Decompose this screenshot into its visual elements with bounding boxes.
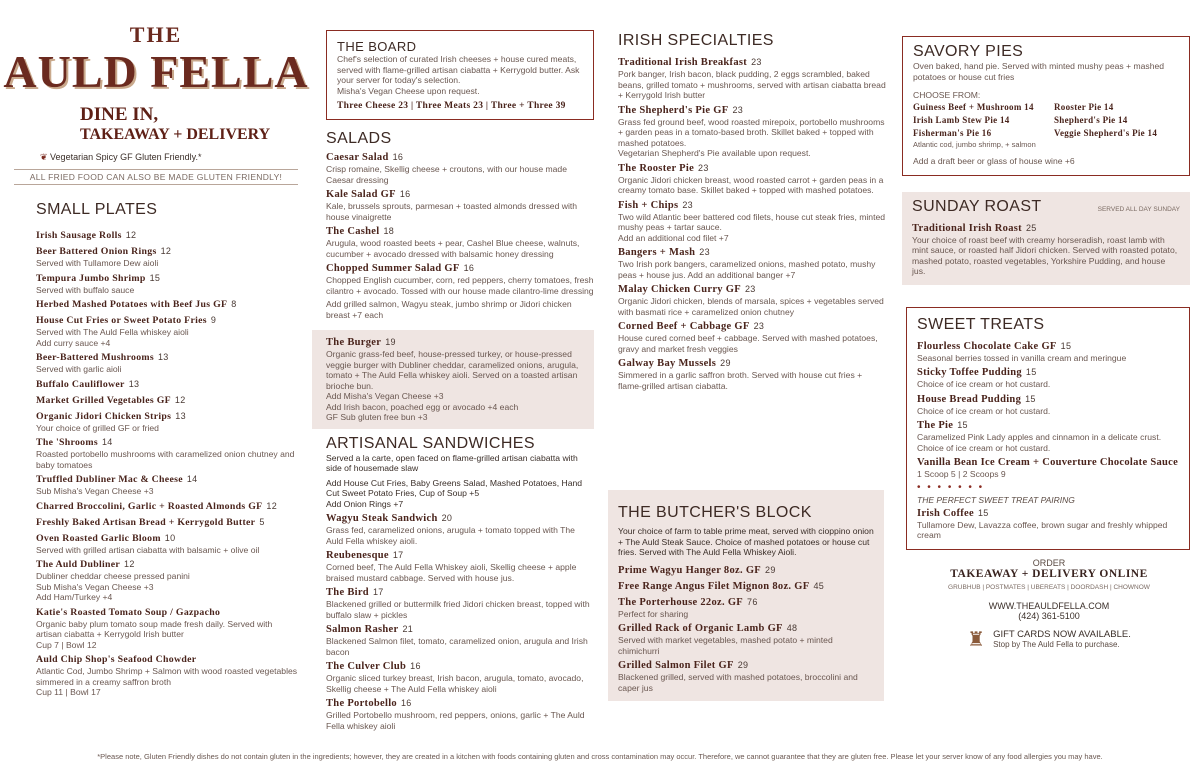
item-price: 23 — [698, 162, 709, 173]
menu-item — [917, 340, 1179, 364]
menu-item — [36, 653, 300, 698]
item-price: 23 — [732, 104, 744, 115]
item-desc: Crisp romaine, Skellig cheese + croutons, with our house made Caesar dressing — [326, 164, 567, 185]
item-price: 23 — [751, 57, 762, 67]
fella-figure-icon: ♜ — [967, 628, 986, 651]
dine-in-label: DINE IN, — [80, 104, 159, 125]
menu-item-name — [36, 298, 300, 311]
item-desc: Two Irish pork bangers, caramelized onions, mashed potato, mushy peas + house jus. Add an additional banger +7 — [618, 259, 876, 280]
item-price: 16 — [410, 661, 421, 671]
item-name: Malay Chicken Curry GF — [618, 284, 741, 295]
sweets-title: SWEET TREATS — [917, 315, 1045, 333]
item-name: Katie's Roasted Tomato Soup / Gazpacho — [36, 606, 221, 618]
board-box — [326, 30, 594, 120]
item-desc: Blackened grilled, served with mashed potatoes, broccolini and caper jus — [618, 672, 858, 693]
menu-item — [36, 229, 300, 242]
item-price: 15 — [1025, 393, 1036, 404]
salads-list — [326, 151, 594, 296]
item-price: 9 — [210, 315, 217, 325]
menu-item — [36, 314, 300, 348]
item-name: Beer Battered Onion Rings — [36, 246, 157, 257]
burger-desc: Organic grass-fed beef, house-pressed turkey, or house-pressed veggie burger with Dubliner cheddar, caramelized onions, arugula, tomato + The Auld Fella whiskey aioli. Served on a toasted artisan brioche bun. Add Misha's Vegan Cheese +3 Add Irish bacon, poached egg or avocado +4 each GF Sub gluten free bun +3 — [326, 349, 579, 422]
item-desc: Grilled Portobello mushroom, red peppers, onions, garlic + The Auld Fella whiskey aioli — [326, 710, 585, 731]
item-price: 15 — [149, 272, 161, 283]
pies-addon: Add a draft beer or glass of house wine +6 — [913, 156, 1075, 166]
item-price: 12 — [174, 394, 186, 405]
item-price: 12 — [266, 500, 278, 511]
menu-item-name — [618, 320, 888, 333]
menu-item-name — [618, 659, 874, 672]
menu-item — [36, 500, 300, 513]
item-name: The Cashel — [326, 226, 380, 237]
column-2 — [312, 0, 608, 731]
item-desc: Two wild Atlantic beer battered cod filets, house cut steak fries, minted mushy peas + tartar sauce. Add an additional cod filet +7 — [618, 211, 886, 243]
item-price: 29 — [737, 660, 749, 670]
item-name: Chopped Summer Salad GF — [326, 263, 460, 274]
item-name: Fish + Chips — [618, 199, 679, 211]
burger-name: The Burger 19 — [326, 337, 396, 348]
item-name: Corned Beef + Cabbage GF — [618, 321, 750, 332]
gf-note: ALL FRIED FOOD CAN ALSO BE MADE GLUTEN FRIENDLY! — [14, 169, 298, 185]
item-name: Prime Wagyu Hanger 8oz. GF — [618, 564, 762, 576]
small-plates-title: SMALL PLATES — [36, 201, 158, 218]
item-desc: Choice of ice cream or hot custard. — [917, 379, 1051, 389]
item-price: 15 — [1025, 367, 1037, 377]
item-desc: Grass fed, caramelized onions, arugula + tomato topped with The Auld Fella whiskey aioli. — [326, 525, 575, 546]
board-title: THE BOARD — [337, 39, 417, 54]
menu-item — [618, 104, 888, 159]
pies-right — [1054, 101, 1157, 151]
sweets-list — [917, 340, 1179, 480]
item-name: Free Range Angus Filet Mignon 8oz. GF — [618, 580, 810, 592]
item-price: 16 — [392, 152, 404, 162]
menu-item-name — [326, 660, 594, 673]
item-name: Galway Bay Mussels — [618, 358, 717, 369]
menu-item — [36, 394, 300, 407]
menu-item-name — [326, 697, 594, 710]
item-name: The Rooster Pie — [618, 162, 695, 174]
item-desc: Kale, brussels sprouts, parmesan + toasted almonds dressed with house vinaigrette — [326, 201, 578, 222]
menu-item — [326, 262, 594, 296]
menu-item — [36, 378, 300, 391]
order-services[interactable]: GRUBHUB | POSTMATES | UBEREATS | DOORDASH | CHOWNOW — [948, 583, 1150, 591]
menu-item-name — [618, 56, 888, 69]
menu-item-name — [618, 199, 888, 212]
item-desc: Dubliner cheddar cheese pressed panini Sub Misha's Vegan Cheese +3 Add Ham/Turkey +4 — [36, 571, 190, 602]
gift-text: GIFT CARDS NOW AVAILABLE. — [993, 629, 1131, 640]
menu-item-name — [326, 586, 594, 599]
menu-item-name — [36, 532, 300, 545]
pairing-label: THE PERFECT SWEET TREAT PAIRING — [917, 494, 1075, 505]
menu-item-name — [36, 229, 300, 242]
menu-item — [618, 246, 888, 280]
menu-item — [326, 549, 594, 583]
menu-item-name — [36, 653, 300, 666]
menu-item — [326, 623, 594, 657]
item-name: Salmon Rasher — [326, 624, 399, 635]
gift-sub: Stop by The Auld Fella to purchase. — [993, 640, 1120, 649]
logo-name: AULD FELLA — [3, 46, 309, 97]
item-desc: Organic Jidori chicken breast, wood roasted carrot + garden peas in a creamy tomato base. Skillet baked + topped with mashed potatoes. — [618, 174, 884, 195]
item-price: 13 — [158, 352, 169, 362]
menu-item — [36, 532, 300, 556]
menu-item-name — [326, 151, 594, 164]
item-desc: Seasonal berries tossed in vanilla cream and meringue — [917, 352, 1127, 363]
item-desc: Chopped English cucumber, corn, red peppers, cherry tomatoes, fresh cilantro + avocado. Tossed with our house made cilantro-lime dressing — [326, 275, 594, 296]
menu-item — [618, 580, 874, 593]
menu-item-name — [326, 549, 594, 562]
menu-item-name — [36, 606, 300, 619]
menu-item — [326, 151, 594, 185]
item-desc: Blackened grilled or buttermilk fried Jidori chicken breast, topped with buffalo slaw + pickles — [326, 599, 590, 620]
butcher-list — [618, 564, 874, 694]
menu-item-name — [36, 558, 300, 571]
salads-section — [312, 120, 608, 320]
menu-item-name — [326, 225, 594, 238]
sandwiches-intro: Served a la carte, open faced on flame-grilled artisan ciabatta with side of housemade slaw — [326, 452, 578, 473]
item-name: The Bird — [326, 587, 369, 598]
salads-addon: Add grilled salmon, Wagyu steak, jumbo shrimp or Jidori chicken breast +7 each — [326, 299, 572, 320]
menu-item — [36, 351, 300, 375]
column-3 — [608, 0, 898, 693]
item-price: 76 — [747, 596, 758, 607]
sandwiches-list — [326, 512, 594, 731]
menu-item — [618, 199, 888, 244]
pies-box — [902, 36, 1190, 176]
menu-item — [36, 606, 300, 651]
item-price: 29 — [765, 564, 776, 575]
menu-item — [618, 357, 888, 391]
fish-note: Atlantic cod, jumbo shrimp, + salmon — [913, 139, 1036, 149]
menu-item-name — [36, 272, 300, 285]
item-price: 14 — [101, 437, 113, 447]
menu-item — [36, 516, 300, 529]
menu-item-name — [618, 596, 874, 609]
column-1 — [0, 0, 312, 698]
item-desc: Served with buffalo sauce — [36, 284, 135, 295]
sunday-box — [902, 192, 1190, 285]
item-name: The Pie — [917, 420, 954, 431]
menu-item-name — [618, 246, 888, 259]
item-name: Grilled Salmon Filet GF — [618, 660, 734, 671]
pie-option: Fisherman's Pie 16 — [913, 127, 992, 138]
item-name: Market Grilled Vegetables GF — [36, 394, 171, 406]
menu-item-name — [36, 436, 300, 449]
pie-option: Veggie Shepherd's Pie 14 — [1054, 127, 1158, 138]
item-price: 16 — [399, 189, 411, 199]
menu-item — [326, 697, 594, 731]
item-desc: House cured corned beef + cabbage. Served with mashed potatoes, gravy and market fresh veggies — [618, 333, 878, 354]
item-desc: Organic baby plum tomato soup made fresh daily. Served with artisan ciabatta + Kerrygold Irish butter Cup 7 | Bowl 12 — [36, 618, 273, 650]
item-name: Freshly Baked Artisan Bread + Kerrygold Butter — [36, 516, 256, 528]
menu-item-name — [618, 104, 888, 117]
item-desc: Arugula, wood roasted beets + pear, Cashel Blue cheese, walnuts, cucumber + avocado dressed with balsamic honey dressing — [326, 238, 580, 259]
menu-item — [917, 419, 1179, 453]
item-name: Herbed Mashed Potatoes with Beef Jus GF — [36, 299, 228, 310]
irish-title: IRISH SPECIALTIES — [618, 32, 774, 49]
item-desc: 1 Scoop 5 | 2 Scoops 9 — [917, 469, 1006, 479]
item-desc: Organic sliced turkey breast, Irish bacon, arugula, tomato, avocado, Skellig cheese + The Auld Fella whiskey aioli — [326, 673, 584, 694]
item-desc: Served with Tullamore Dew aioli — [36, 258, 159, 268]
menu-item-name — [618, 162, 888, 175]
sunday-title: SUNDAY ROAST — [912, 197, 1042, 215]
butcher-intro: Your choice of farm to table prime meat, served with cioppino onion + The Auld Steak Sauce. Choice of mashed potatoes or house cut fries. Served with The Auld Fella Whiskey Aioli. — [618, 526, 874, 557]
sunday-desc: Your choice of roast beef with creamy horseradish, roast lamb with mint sauce, or roasted half Jidori chicken. Served with roasted potato, mashed potato, roasted vegetables, Yorkshire Pudding, and house jus. — [912, 234, 1178, 276]
item-name: The Portobello — [326, 698, 397, 709]
order-label: ORDER — [1032, 557, 1066, 568]
item-price: 20 — [441, 513, 453, 523]
menu-item — [36, 436, 300, 470]
pie-option: Shepherd's Pie 14 — [1054, 114, 1128, 125]
pies-left — [913, 101, 1048, 151]
menu-item-name — [326, 188, 594, 201]
item-name: Caesar Salad — [326, 152, 389, 163]
menu-item-name — [326, 262, 594, 275]
item-name: The Porterhouse 22oz. GF — [618, 596, 744, 608]
item-name: Charred Broccolini, Garlic + Roasted Almonds GF — [36, 500, 263, 512]
logo-the: THE — [129, 22, 183, 47]
board-options: Three Cheese 23 | Three Meats 23 | Three + Three 39 — [337, 101, 566, 111]
legend: ❦ Vegetarian Spicy GF Gluten Friendly.* — [40, 152, 202, 162]
sunday-served: SERVED ALL DAY SUNDAY — [1097, 205, 1180, 213]
item-price: 21 — [402, 624, 414, 634]
sandwiches-title: ARTISANAL SANDWICHES — [326, 434, 535, 452]
order-url[interactable]: WWW.THEAULDFELLA.COM — [988, 600, 1110, 611]
item-name: Traditional Irish Breakfast — [618, 57, 748, 68]
item-price: 15 — [957, 420, 968, 430]
menu-item-name — [36, 394, 300, 407]
menu-item — [618, 596, 874, 620]
menu-item-name — [326, 512, 594, 525]
order-title: TAKEAWAY + DELIVERY ONLINE — [950, 567, 1148, 580]
menu-item — [618, 283, 888, 317]
item-price: 15 — [1060, 340, 1072, 351]
item-price: 13 — [128, 378, 140, 389]
menu-item — [618, 320, 888, 354]
pies-title: SAVORY PIES — [913, 43, 1024, 60]
item-name: Reubenesque — [326, 550, 389, 561]
item-desc: Served with The Auld Fella whiskey aioli Add curry sauce +4 — [36, 327, 189, 348]
order-section — [898, 558, 1200, 652]
menu-item — [36, 410, 300, 434]
item-name: Buffalo Cauliflower — [36, 378, 125, 390]
coffee-desc: Tullamore Dew, Lavazza coffee, brown sugar and freshly whipped cream — [917, 519, 1168, 540]
coffee-name: Irish Coffee 15 — [917, 507, 989, 519]
menu-item-name — [36, 516, 300, 529]
item-name: Kale Salad GF — [326, 189, 396, 200]
irish-list — [618, 56, 888, 391]
menu-item — [326, 586, 594, 620]
menu-item-name — [36, 500, 300, 513]
menu-item-name — [618, 357, 888, 370]
item-desc: Organic Jidori chicken, blends of marsala, spices + vegetables served with basmati rice + caramelized onion chutney — [618, 296, 884, 317]
item-name: Grilled Rack of Organic Lamb GF — [618, 623, 783, 634]
item-name: Flourless Chocolate Cake GF — [917, 340, 1057, 352]
item-name: Organic Jidori Chicken Strips — [36, 410, 172, 422]
item-name: Auld Chip Shop's Seafood Chowder — [36, 654, 197, 665]
item-name: Beer-Battered Mushrooms — [36, 352, 154, 363]
item-desc: Atlantic Cod, Jumbo Shrimp + Salmon with wood roasted vegetables simmered in a creamy saffron broth Cup 11 | Bowl 17 — [36, 666, 298, 697]
small-plates-list — [36, 229, 300, 698]
menu-item-name — [618, 283, 888, 296]
board-desc: Chef's selection of curated Irish cheeses + house cured meats, served with flame-grilled artisan ciabatta + Kerrygold butter. Ask your server for today's selection. Misha's Vegan Cheese upon request. — [337, 54, 580, 96]
item-name: Oven Roasted Garlic Bloom — [36, 532, 161, 544]
item-desc: Served with grilled artisan ciabatta with balsamic + olive oil — [36, 544, 260, 555]
item-price: 8 — [231, 299, 237, 309]
menu-item — [326, 188, 594, 222]
item-desc: Served with market vegetables, mashed potato + minted chimichurri — [618, 635, 833, 656]
column-4 — [898, 0, 1200, 652]
item-price: 23 — [753, 321, 765, 331]
logo — [0, 0, 312, 163]
menu-item — [326, 225, 594, 259]
menu-item-name — [917, 456, 1179, 469]
sandwiches-addons: Add House Cut Fries, Baby Greens Salad, Mashed Potatoes, Hand Cut Sweet Potato Fries, Cup of Soup +5 Add Onion Rings +7 — [326, 477, 583, 509]
item-name: Truffled Dubliner Mac & Cheese — [36, 474, 183, 485]
menu-item-name — [618, 580, 874, 593]
item-price: 23 — [744, 284, 756, 294]
gift-row — [908, 627, 1190, 652]
irish-section — [608, 0, 898, 391]
menu-item-name — [36, 378, 300, 391]
item-name: House Bread Pudding — [917, 393, 1022, 405]
item-desc: Pork banger, Irish bacon, black pudding, 2 eggs scrambled, baked beans, grilled tomato + mushrooms, served with artisan ciabatta bread + Kerrygold Irish butter — [618, 69, 886, 100]
menu-item — [618, 622, 874, 656]
item-price: 23 — [699, 247, 710, 257]
item-desc: Caramelized Pink Lady apples and cinnamon in a delicate crust. Choice of ice cream or hot custard. — [917, 432, 1162, 453]
item-price: 13 — [175, 410, 186, 421]
item-price: 5 — [259, 516, 265, 527]
item-name: The Auld Dubliner — [36, 559, 121, 570]
dots-divider: • • • • • • • — [917, 481, 985, 493]
menu-item — [326, 660, 594, 694]
item-desc: Served with garlic aioli — [36, 364, 122, 374]
item-price: 16 — [463, 263, 475, 273]
menu-item — [618, 659, 874, 693]
menu-item — [36, 558, 300, 603]
item-name: Irish Sausage Rolls — [36, 230, 122, 241]
burger-box — [312, 330, 594, 429]
item-desc: Simmered in a garlic saffron broth. Served with house cut fries + flame-grilled artisan ciabatta. — [618, 370, 863, 391]
item-price: 12 — [160, 246, 172, 256]
menu-item — [917, 366, 1179, 390]
menu-item — [618, 564, 874, 577]
item-name: The Culver Club — [326, 661, 407, 672]
butcher-title: THE BUTCHER'S BLOCK — [618, 504, 812, 521]
menu-item-name — [36, 245, 300, 258]
sweets-box — [906, 307, 1190, 550]
footer-note: *Please note, Gluten Friendly dishes do not contain gluten in the ingredients; however, they are created in a kitchen with foods containing gluten and cross contamination may occur. Therefore, we cannot guarantee that they are gluten free. Please let your server know of any food allergies you may have. — [97, 752, 1103, 761]
menu-item-name — [917, 340, 1179, 353]
small-plates-section — [0, 185, 300, 698]
pie-option: Irish Lamb Stew Pie 14 — [913, 114, 1010, 125]
item-desc: Blackened Salmon filet, tomato, caramelized onion, arugula and Irish bacon — [326, 636, 588, 657]
menu-item-name — [917, 366, 1179, 379]
salads-title: SALADS — [326, 130, 392, 147]
leaf-icon: ❦ — [40, 152, 51, 162]
item-price: 10 — [164, 532, 176, 543]
item-name: Sticky Toffee Pudding — [917, 367, 1022, 378]
menu-item-name — [917, 393, 1179, 406]
menu-item — [917, 393, 1179, 417]
item-price: 18 — [383, 226, 395, 236]
pies-options — [913, 101, 1179, 151]
item-name: The Shepherd's Pie GF — [618, 104, 729, 116]
menu-item — [618, 162, 888, 196]
order-phone: (424) 361-5100 — [1018, 610, 1080, 621]
menu-item-name — [917, 419, 1179, 432]
menu-item — [36, 473, 300, 497]
menu-item — [36, 245, 300, 269]
menu-item-name — [618, 564, 874, 577]
menu-item-name — [618, 622, 874, 635]
menu-item-name — [326, 623, 594, 636]
item-price: 45 — [813, 580, 825, 591]
pie-option: Guiness Beef + Mushroom 14 — [913, 101, 1034, 112]
item-desc: Choice of ice cream or hot custard. — [917, 405, 1051, 416]
item-desc: Perfect for sharing — [618, 608, 689, 619]
menu-item — [36, 298, 300, 311]
item-desc: Sub Misha's Vegan Cheese +3 — [36, 486, 154, 496]
item-price: 12 — [125, 230, 137, 240]
item-price: 48 — [786, 623, 798, 633]
item-name: Bangers + Mash — [618, 247, 696, 258]
menu-item — [36, 272, 300, 296]
item-name: Tempura Jumbo Shrimp — [36, 272, 146, 284]
menu-item-name — [36, 473, 300, 486]
menu-item — [618, 56, 888, 101]
menu-item-name — [36, 314, 300, 327]
menu-item — [917, 456, 1179, 480]
item-price: 12 — [124, 559, 135, 569]
menu-item — [326, 512, 594, 546]
butcher-box — [608, 490, 884, 701]
sunday-item: Traditional Irish Roast 25 — [912, 222, 1037, 234]
item-desc: Grass fed ground beef, wood roasted mirepoix, portobello mushrooms + garden peas in a tomato-based broth. Skillet baked + topped with mashed potatoes. Vegetarian Shepherd's Pie available upon request. — [618, 116, 885, 158]
item-price: 17 — [392, 550, 404, 560]
item-price: 17 — [372, 587, 384, 597]
item-price: 16 — [400, 698, 412, 708]
item-price: 14 — [186, 474, 198, 484]
item-price: 23 — [682, 199, 693, 210]
item-name: House Cut Fries or Sweet Potato Fries — [36, 315, 207, 326]
sandwiches-section — [312, 429, 608, 732]
menu-item-name — [36, 351, 300, 364]
item-name: Vanilla Bean Ice Cream + Couverture Chocolate Sauce — [917, 457, 1179, 468]
takeaway-label: TAKEAWAY + DELIVERY — [80, 126, 271, 143]
item-desc: Corned beef, The Auld Fella Whiskey aioli, Skellig cheese + apple braised mustard cabbage. Served with house jus. — [326, 562, 577, 583]
pies-intro: Oven baked, hand pie. Served with minted mushy peas + mashed potatoes or house cut fries — [913, 61, 1165, 82]
item-price: 29 — [720, 358, 731, 368]
item-name: The 'Shrooms — [36, 437, 98, 448]
item-name: Wagyu Steak Sandwich — [326, 513, 438, 524]
item-desc: Your choice of grilled GF or fried — [36, 422, 159, 433]
menu-item-name — [36, 410, 300, 423]
pie-option: Rooster Pie 14 — [1054, 101, 1114, 112]
pies-choose: CHOOSE FROM: — [913, 90, 981, 100]
item-desc: Roasted portobello mushrooms with caramelized onion chutney and baby tomatoes — [36, 449, 295, 470]
